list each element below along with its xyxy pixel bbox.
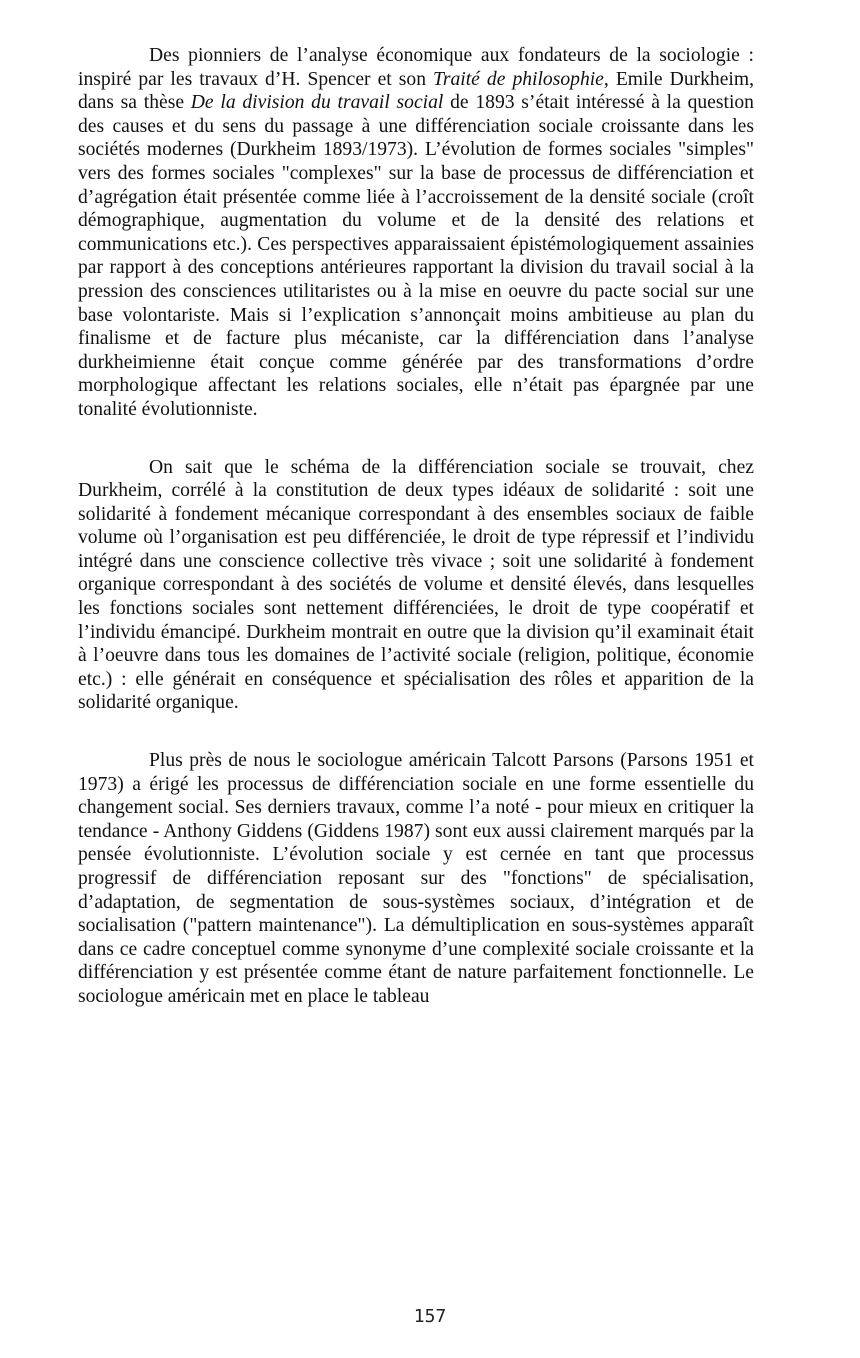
text-run: de 1893 s’était intéressé à la question des causes et du sens du passage à une différenciation sociale croissante dans les sociétés modernes (Durkheim 1893/1973). L’évolution de formes sociales "simples" vers des formes sociales "complexes" sur la base de processus de différenciation et d’agrégation était présentée comme liée à l’accroissement de la densité sociale (croît démographique, augmentation du volume et de la densité des relations et communications etc.). Ces perspectives apparaissaient épistémologiquement assainies par rapport à des conceptions antérieures rapportant la division du travail social à la pression des consciences utilitaristes ou à la mise en oeuvre du pacte social sur une base volontariste. Mais si l’explication s’annonçait moins ambitieuse au plan du finalisme et de facture plus mécaniste, car la différenciation dans l’analyse durkheimienne était conçue comme générée par des transformations d’ordre morphologique affectant les relations sociales, elle n’était pas épargnée par une tonalité évolutionniste. (78, 92, 754, 420)
book-title-division-du-travail-social: De la division du travail social (190, 92, 444, 114)
page-number: 157 (413, 1306, 447, 1327)
paragraph-2 (78, 456, 754, 716)
text-run: , Emile Durkheim, dans sa thèse (78, 68, 755, 114)
book-title-traite-de-philosophie: Traité de philosophie (433, 68, 604, 90)
text-run: On sait que le schéma de la différenciation sociale se trouvait, chez Durkheim, corrélé à la constitution de deux types idéaux de solidarité : soit une solidarité à fondement mécanique correspondant à des ensembles sociaux de faible volume où l’organisation est peu différenciée, le droit de type répressif et l’individu intégré dans une conscience collective très vivace ; soit une solidarité à fondement organique correspondant à des sociétés de volume et densité élevés, dans lesquelles les fonctions sociales sont nettement différenciées, le droit de type coopératif et l’individu émancipé. Durkheim montrait en outre que la division qu’il examinait était à l’oeuvre dans tous les domaines de l’activité sociale (religion, politique, économie etc.) : elle générait en conséquence et spécialisation des rôles et apparition de la solidarité organique. (78, 456, 754, 714)
text-run: Plus près de nous le sociologue américain Talcott Parsons (Parsons 1951 et 1973) a érigé les processus de différenciation sociale en une forme essentielle du changement social. Ses derniers travaux, comme l’a noté - pour mieux en critiquer la tendance - Anthony Giddens (Giddens 1987) sont eux aussi clairement marqués par la pensée évolutionniste. L’évolution sociale y est cernée en tant que processus progressif de différenciation reposant sur des "fonctions" de spécialisation, d’adaptation, de segmentation de sous-systèmes sociaux, d’intégration et de socialisation ("pattern maintenance"). La démultiplication en sous-systèmes apparaît dans ce cadre conceptuel comme synonyme d’une complexité sociale croissante et la différenciation y est présentée comme étant de nature parfaitement fonctionnelle. Le sociologue américain met en place le tableau (78, 750, 754, 1007)
paragraph-1 (78, 44, 754, 422)
text-run: Des pionniers de l’analyse économique aux fondateurs de la sociologie : inspiré par les travaux d’H. Spencer et son (78, 45, 754, 90)
page-body (78, 44, 754, 1043)
paragraph-3 (78, 749, 754, 1009)
